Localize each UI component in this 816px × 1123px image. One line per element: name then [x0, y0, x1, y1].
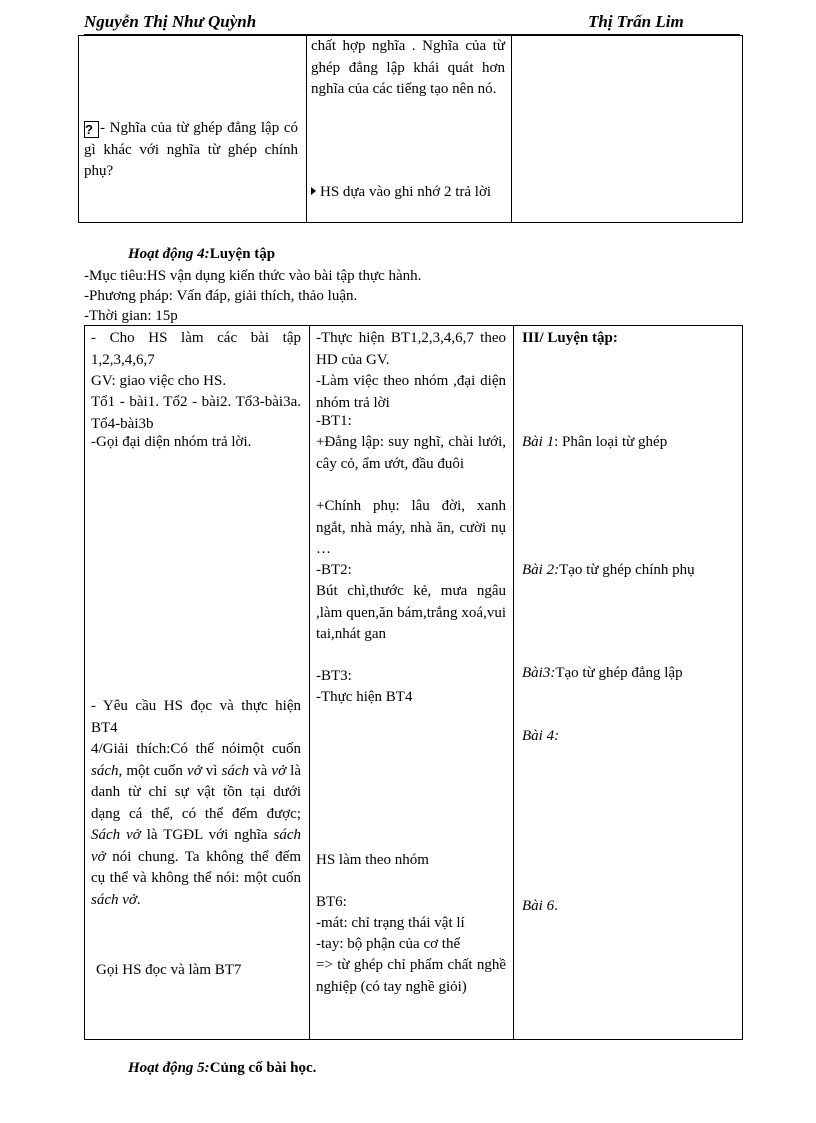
content-bai2: Bài 2:Tạo từ ghép chính phụ — [522, 562, 695, 578]
teacher-t7: Gọi HS đọc và làm BT7 — [96, 962, 242, 978]
header-author: Nguyễn Thị Như Quỳnh — [84, 12, 257, 31]
student-s7: Bút chì,thước kẻ, mưa ngâu ,làm quen,ăn bám,trắng xoá,vui tai,nhát gan — [316, 583, 506, 642]
practice-cell-content — [514, 326, 743, 1040]
table-top-cell-teacher — [79, 36, 307, 223]
teacher-t5: - Yêu cầu HS đọc và thực hiện BT4 — [91, 698, 301, 736]
question-icon: ? — [84, 121, 99, 138]
activity4-title: Hoạt động 4:Luyện tập — [128, 246, 276, 262]
table-top — [78, 35, 743, 223]
student-s9: -Thực hiện BT4 — [316, 689, 413, 705]
activity4-method: -Phương pháp: Vấn đáp, giải thích, thảo luận. — [84, 288, 358, 304]
student-s10: HS làm theo nhóm — [316, 852, 429, 868]
student-s4: +Đẳng lập: suy nghĩ, chài lưới, cây cỏ, ẩm ướt, đầu đuôi — [316, 434, 506, 472]
student-s13: -tay: bộ phận của cơ thể — [316, 936, 461, 952]
practice-cell-teacher — [85, 326, 310, 1040]
content-bai1: Bài 1: Phân loại từ ghép — [522, 434, 668, 450]
practice-cell-student — [310, 326, 514, 1040]
table-top-cell-content — [512, 36, 743, 223]
question-text: ? - Nghĩa của từ ghép đẳng lập có gì khác với nghĩa từ ghép chính phụ? — [84, 120, 298, 179]
header-school: Thị Trấn Lim — [588, 12, 684, 31]
activity5-title: Hoạt động 5:Củng cố bài học. — [128, 1060, 317, 1076]
table-practice — [84, 325, 743, 1040]
content-c1: III/ Luyện tập: — [522, 330, 618, 346]
content-bai3: Bài3:Tạo từ ghép đẳng lập — [522, 665, 683, 681]
student-s5: +Chính phụ: lâu đời, xanh ngắt, nhà máy, nhà ăn, cười nụ … — [316, 498, 506, 557]
student-s3: -BT1: — [316, 413, 352, 429]
student-s2: -Làm việc theo nhóm ,đại diện nhóm trả lời — [316, 373, 506, 411]
teacher-t2: GV: giao việc cho HS. — [91, 373, 227, 389]
answer-text-2: HS dựa vào ghi nhớ 2 trả lời — [311, 182, 505, 204]
student-s14: => từ ghép chỉ phẩm chất nghề nghiệp (có tay nghề giỏi) — [316, 957, 506, 995]
student-s8: -BT3: — [316, 668, 352, 684]
content-bai4: Bài 4: — [522, 728, 560, 744]
student-s6: -BT2: — [316, 562, 352, 578]
teacher-t1: - Cho HS làm các bài tập 1,2,3,4,6,7 — [91, 330, 301, 368]
activity4-objective: -Mục tiêu:HS vận dụng kiến thức vào bài tập thực hành. — [84, 268, 422, 284]
activity4-time: -Thời gian: 15p — [84, 308, 178, 324]
table-top-cell-student — [307, 36, 512, 223]
student-s11: BT6: — [316, 894, 347, 910]
student-s1: -Thực hiện BT1,2,3,4,6,7 theo HD của GV. — [316, 330, 506, 368]
teacher-t4: -Gọi đại diện nhóm trả lời. — [91, 434, 252, 450]
answer-text-1: chất hợp nghĩa . Nghĩa của từ ghép đẳng lập khái quát hơn nghĩa của các tiếng tạo nên nó. — [311, 38, 505, 97]
teacher-t6: 4/Giải thích:Có thể nóimột cuốn sách, một cuốn vở vì sách và vở là danh từ chỉ sự vật tồn tại dưới dạng cá thể, có thể đếm được; Sách vở là TGĐL với nghĩa sách vở nói chung. Ta không thể đếm cụ thể và không thể nói: một cuốn sách vở. — [91, 741, 301, 908]
student-s12: -mát: chỉ trạng thái vật lí — [316, 915, 465, 931]
content-bai6: Bài 6. — [522, 898, 558, 914]
teacher-t3: Tổ1 - bài1. Tổ2 - bài2. Tổ3-bài3a. Tổ4-bài3b — [91, 394, 301, 432]
bullet-arrow-icon — [311, 187, 316, 195]
